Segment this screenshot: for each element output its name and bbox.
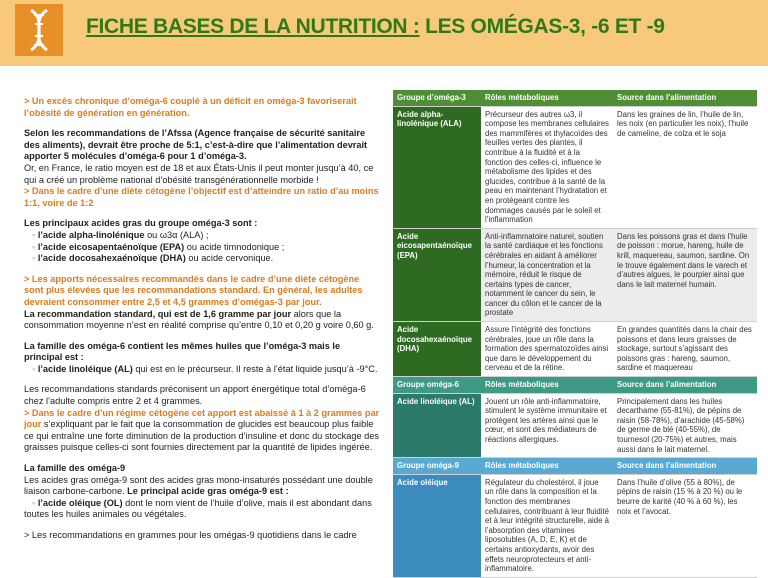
list-item: ◦ l’acide docosahexaénoïque (DHA) ou acide cervonique. bbox=[32, 253, 274, 264]
logo bbox=[15, 4, 63, 56]
list-item: ◦ l’acide eicosapentaénoïque (EPA) ou acide timnodonique ; bbox=[32, 241, 285, 252]
left-column bbox=[24, 96, 380, 551]
table-row: Acide docosahexaénoïque (DHA) Assure l’intégrité des fonctions cérébrales, joue un rôle dans la formation des spermatozoïdes ainsi que dans le développement du cerveau et de la rétine. En grandes quantités dans la chair des poissons et dans leurs graisses de stockage, surtout s’agissant des poissons gras : hareng, saumon, sardine et maquereau bbox=[393, 322, 757, 377]
afssa-orange: > Dans le cadre d’une diète cétogène l’objectif est d’atteindre un ratio d’au moins 1:1, voire de 1:2 bbox=[24, 186, 379, 208]
title-underlined: FICHE BASES DE LA NUTRITION : bbox=[86, 15, 420, 38]
list-item: ◦ l’acide alpha-linolénique ou ω3α (ALA) ; bbox=[32, 229, 209, 240]
omega9-recommendation: > Les recommandations en grammes pour les omégas-9 quotidiens dans le cadre bbox=[24, 530, 357, 540]
omega6-reco-orange: > Dans le cadre d’un régime cétogène cet apport est abaissé à 1 à 2 grammes par jour bbox=[24, 407, 380, 430]
list-item: ◦ l’acide oléique (OL) dont le nom vient de l’huile d’olive, mais il est abondant dans toutes les huiles animales ou végétales. bbox=[24, 497, 372, 520]
afssa-paragraph bbox=[24, 128, 380, 209]
omega3-title: Les principaux acides gras du groupe oméga-3 sont : bbox=[24, 218, 258, 229]
table-row: Acide oléique Régulateur du cholestérol, il joue un rôle dans la composition et la fonction des membranes cellulaires, contribuant à leur fluidité et à leur intégrité structurelle, aide à l’absorption des vitamines liposolubles (A, D, E, K) et de certains antioxydants, avoir des effets neuroprotecteurs et anti-inflammatoire. Dans l’huile d’olive (55 à 80%), de pépins de raisin (15 % à 20 %) ou le beurre de karité (40 % à 60 %), les noix et l’avocat. bbox=[393, 474, 757, 577]
omega3-reco-orange: > Les apports nécessaires recommandés dans le cadre d’une diète cétogène sont plus élevées que les recommandations standard. En général, les adultes devraient consommer entre 2,5 et 4,5 grammes d’omégas-3 par jour. bbox=[24, 273, 363, 307]
afssa-normal: Or, en France, le ratio moyen est de 18 et aux États-Unis il peut monter jusqu’à 40, ce qui a créé un problème national d’obésité transgénérationnelle morbide ! bbox=[24, 162, 374, 185]
list-item: ◦ l’acide linoléique (AL) qui est en le précurseur. Il reste à l’état liquide jusqu’à -9°C. bbox=[32, 363, 378, 374]
header-banner bbox=[0, 0, 768, 66]
title-rest: LES OMÉGAS-3, -6 ET -9 bbox=[419, 15, 665, 38]
table-row: Acide linoléique (AL) Jouent un rôle anti-inflammatoire, stimulent le système immunitaire et protègent les artères ainsi que le cœur, et sont des médiateurs de réactions allergiques. Principalement dans les huiles decarthame (55-81%), de pépins de raisin (58-78%), d’arachide (45-58%) de germe de blé (40-55%), de tournesol (20-75%) et autres, mais aussi dans le lait maternel. bbox=[393, 393, 757, 458]
table-header-omega6: Groupe oméga-6 Rôles métaboliques Source dans l’alimentation bbox=[393, 377, 757, 394]
afssa-bold: Selon les recommandations de l’Afssa (Agence française de sécurité sanitaire des aliments), devrait être proche de 5:1, c’est-à-dire que l’alimentation devrait apporter 5 molécules d’oméga-6 pour 1 d’oméga-3. bbox=[24, 128, 368, 162]
intro-paragraph: > Un excès chronique d’oméga-6 couplé à un déficit en oméga-3 favoriserait l’obésité de génération en génération. bbox=[24, 96, 357, 118]
omega9-paragraph bbox=[24, 463, 380, 521]
omega3-list bbox=[24, 218, 380, 264]
table-header-omega3: Groupe d’oméga-3 Rôles métaboliques Source dans l’alimentation bbox=[393, 90, 757, 106]
table-row: Acide eicosapentaénoïque (EPA) Anti-inflammatoire naturel, soutien la santé cardiaque et les fonctions cérébrales en aidant à améliorer l’humeur, la concentration et la mémoire, réduit le risque de certains types de cancer, notamment le cancer du sein, le cancer du côlon et le cancer de la prostate Dans les poissons gras et dans l’huile de poisson : morue, hareng, huile de krill, maquereau, saumon, sardine. On le trouve également dans le varech et d’autres algues, le pourpier ainsi que dans le lait maternel humain. bbox=[393, 228, 757, 321]
omega6-reco-rest: s’expliquant par le fait que la consommation de glucides est beaucoup plus faible ce qui entraîne une forte diminution de la production d’insuline et donc du stockage des graisses puisque celles-ci sont fournies directement par la quantité de lipides ingérée. bbox=[24, 419, 379, 453]
omega6-reco-normal: Les recommandations standards préconisent un apport énergétique total d’oméga-6 chez l’adulte compris entre 2 et 4 grammes. bbox=[24, 384, 366, 407]
omega9-bold: Le principal acide gras oméga-9 est : bbox=[124, 486, 289, 497]
omega3-reco-rest: alors que la consommation moyenne n’est en réalité comprise qu’entre 0,10 et 0,20 g voire 0,60 g. bbox=[24, 308, 374, 331]
omega9-title: La famille des oméga-9 bbox=[24, 463, 126, 474]
page-title bbox=[86, 15, 665, 39]
dna-icon bbox=[15, 4, 63, 56]
omega6-paragraph bbox=[24, 341, 380, 376]
omega6-title: La famille des oméga-6 contient les mêmes huiles que l’oméga-3 mais le principal est : bbox=[24, 340, 341, 363]
omega3-reco-bold: La recommandation standard, qui est de 1,6 gramme par jour bbox=[24, 308, 292, 319]
table-row: Acide alpha-linolénique (ALA) Précurseur des autres ω3, il compose les membranes cellulaires des mammifères et thylacoïdes des feuilles vertes des plantes, il contribue à la fluidité et à la fonction des celles-ci, influence le métabolisme des lipides et des glucides, contribue à la santé de la peau en maintenant l’hydratation et en protégeant contre les dommages causés par le soleil et l’inflammation Dans les graines de lin, l’huile de lin, les noix (en particulier les noix), l’huile de cameline, de colza et le soja bbox=[393, 106, 757, 228]
nutrition-table bbox=[393, 90, 757, 578]
omega3-recommendation bbox=[24, 274, 380, 332]
table-header-omega9: Groupe oméga-9 Rôles métaboliques Source dans l’alimentation bbox=[393, 458, 757, 475]
omega9-normal: Les acides gras oméga-9 sont des acides gras mono-insaturés possédant une double liaison carbone-carbone. bbox=[24, 474, 373, 497]
omega6-recommendation bbox=[24, 384, 380, 454]
